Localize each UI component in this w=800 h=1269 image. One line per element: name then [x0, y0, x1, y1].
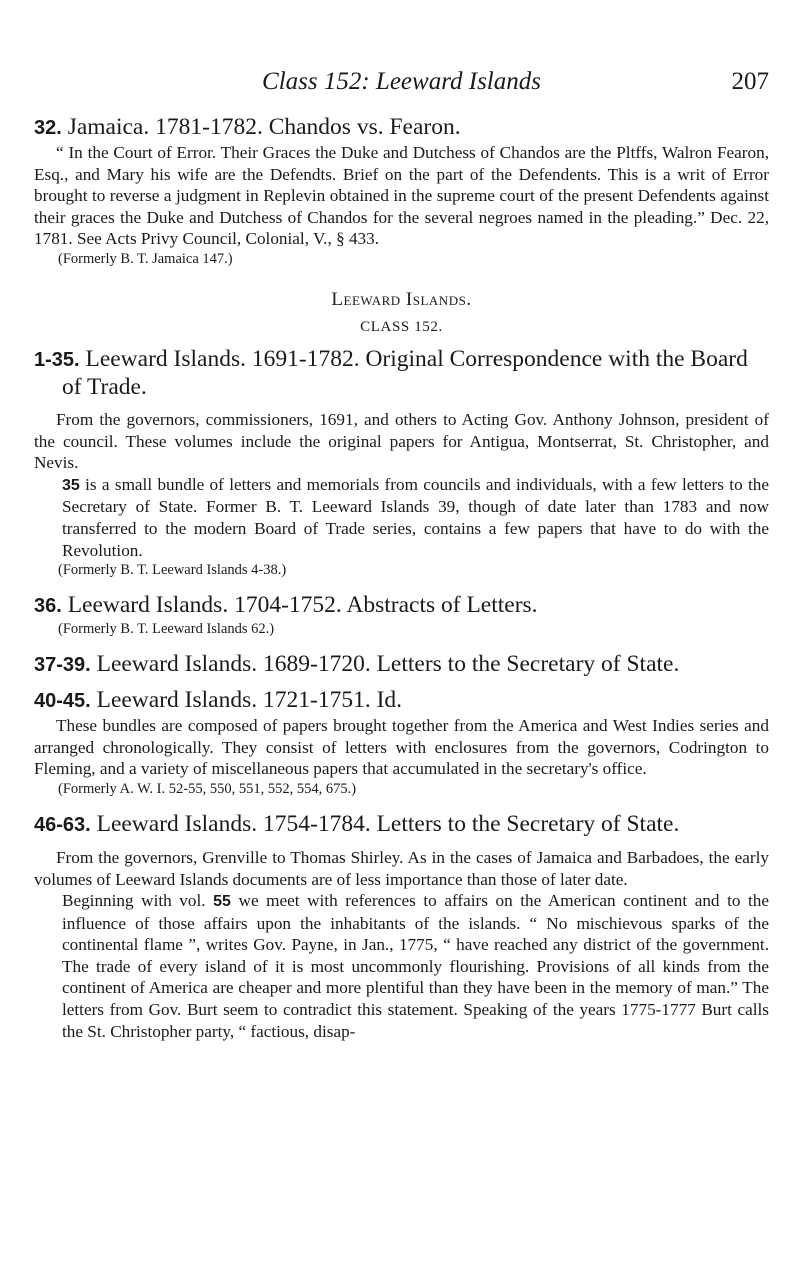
running-head: [34, 66, 769, 106]
entry-number: 40-45.: [34, 690, 91, 713]
entry-46-63-text: From the governors, Grenville to Thomas Shirley. As in the cases of Jamaica and Barbadoes, the early volumes of Leeward Islands documents are of less importance than those of later date.: [34, 847, 769, 889]
entry-46-63-text-2: [34, 890, 769, 1042]
running-title: Class 152: Leeward Islands: [262, 68, 541, 95]
entry-1-35-formerly: (Formerly B. T. Leeward Islands 4-38.): [58, 562, 287, 579]
entry-32-formerly: (Formerly B. T. Jamaica 147.): [58, 250, 233, 267]
entry-1-35-note: [34, 474, 769, 561]
entry-1-35-text: From the governors, commissioners, 1691, and others to Acting Gov. Anthony Johnson, president of the council. These volumes include the original papers for Antigua, Montserrat, St. Christopher, and Nevis.: [34, 409, 769, 473]
entry-36-heading: [34, 592, 769, 620]
entry-title: Leeward Islands. 1721-1751. Id.: [96, 687, 403, 714]
entry-40-45-formerly: (Formerly A. W. I. 52-55, 550, 551, 552, 554, 675.): [58, 780, 357, 797]
entry-37-39-heading: [34, 651, 769, 679]
volume-number: 35: [62, 476, 80, 494]
entry-number: 32.: [34, 117, 62, 139]
page-number: 207: [731, 68, 769, 95]
text-body: we meet with references to affairs on the American continent and to the influence of those affairs upon the inhabitants of the islands. “ No mischievous sparks of the continental flame ”, writes Gov. Payne, in Jan., 1775, “ have reached any district of the government. The trade of every island of it is most uncommonly flourishing. Provisions of all kinds from the continent of America are cheaper and more plentiful than they have been in the memory of man.” The letters from Gov. Burt seem to contradict this statement. Speaking of the years 1775-1777 Burt calls the St. Christopher party, “ factious, disap-: [62, 891, 770, 1041]
entry-40-45-text: These bundles are composed of papers brought together from the America and West Indies series and arranged chronologically. They consist of letters with enclosures from the governors, Codrington to Fleming, and a variety of miscellaneous papers that accumulated in the secretary's office.: [34, 716, 769, 779]
entry-title: Jamaica. 1781-1782. Chandos vs. Fearon.: [67, 114, 461, 140]
entry-32-text: “ In the Court of Error. Their Graces the Duke and Dutchess of Chandos are the Pltffs, Walron Fearon, Esq., and Mary his wife are the Defendts. Brief on the part of the Defendents. This is a writ of Error brought to reverse a judgment in Replevin obtained in the supreme court of the present Defendents against their graces the Duke and Dutchess of Chandos for the several negroes named in the pleading.” Dec. 22, 1781. See Acts Privy Council, Colonial, V., § 433.: [34, 143, 769, 249]
entry-title: Leeward Islands. 1754-1784. Letters to the Secretary of State.: [96, 810, 680, 837]
book-page: [34, 66, 769, 1042]
volume-number: 55: [213, 893, 231, 911]
entry-32-heading: [34, 114, 769, 142]
entry-number: 36.: [34, 595, 62, 618]
section-title: Leeward Islands.: [331, 288, 472, 310]
text-lead: Beginning with vol.: [62, 891, 206, 911]
class-label: CLASS 152.: [360, 318, 443, 335]
entry-number: 1-35.: [34, 348, 80, 371]
note-text: is a small bundle of letters and memorials from councils and individuals, with a few letters to the Secretary of State. Former B. T. Leeward Islands 39, though of date later than 1783 and now transferred to the modern Board of Trade series, contains a few papers that have to do with the Revolution.: [62, 474, 769, 560]
entry-number: 46-63.: [34, 813, 91, 836]
entry-title: Leeward Islands. 1689-1720. Letters to the Secretary of State.: [96, 651, 680, 678]
entry-40-45-heading: [34, 687, 769, 715]
entry-number: 37-39.: [34, 654, 91, 677]
entry-46-63-heading: [34, 811, 769, 839]
entry-1-35-heading: [34, 346, 769, 401]
entry-title: Leeward Islands. 1691-1782. Original Correspondence with the Board of Trade.: [62, 345, 748, 400]
entry-title: Leeward Islands. 1704-1752. Abstracts of Letters.: [67, 592, 538, 619]
entry-36-formerly: (Formerly B. T. Leeward Islands 62.): [58, 621, 275, 638]
